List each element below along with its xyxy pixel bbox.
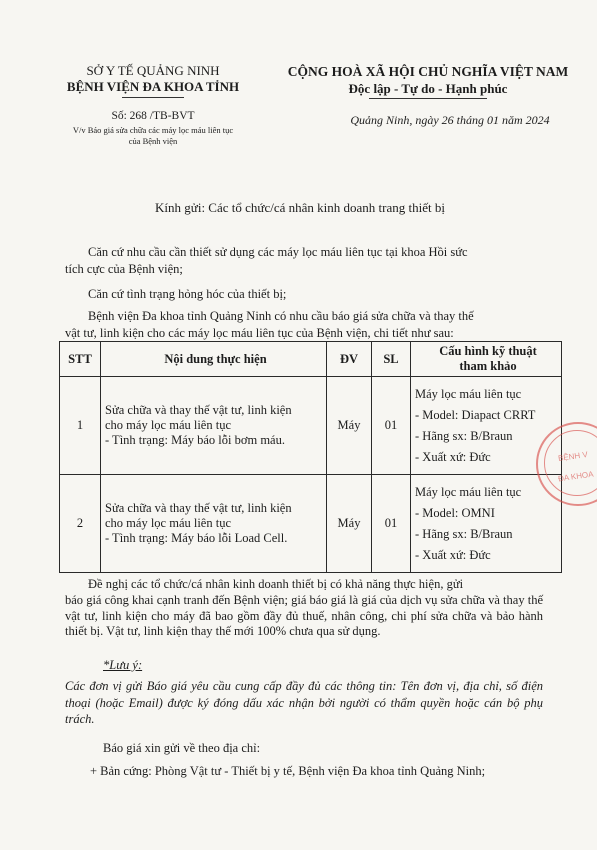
spec-origin: - Xuất xứ: Đức: [415, 449, 491, 464]
paragraph-1-line-2: tích cực của Bệnh viện;: [65, 262, 183, 276]
spec-manufacturer: - Hãng sx: B/Braun: [415, 526, 513, 541]
paragraph-2: Căn cứ tình trạng hỏng hóc của thiết bị;: [88, 287, 287, 301]
spec-model: - Model: OMNI: [415, 505, 495, 520]
table-header-row: [60, 342, 562, 377]
header-content: Nội dung thực hiện: [101, 342, 327, 377]
recipient-line: Kính gửi: Các tổ chức/cá nhân kinh doanh trang thiết bị: [155, 200, 445, 215]
content-line: cho máy lọc máu liên tục: [105, 418, 232, 432]
content-status: - Tình trạng: Máy báo lỗi Load Cell.: [105, 531, 288, 545]
row-stt: 1: [60, 377, 101, 475]
header-spec: [411, 342, 562, 377]
paragraph-4-rest: báo giá công khai cạnh tranh đến Bệnh viện; giá báo giá là giá của dịch vụ sửa chữa và thay thế vật tư, linh kiện cho máy đã bao gồm đầy đủ thuế, nhân công, chi phí sửa chữa và bảo hành thiết bị. Vật tư, linh kiện thay thế mới 100% chưa qua sử dụng.: [65, 593, 543, 638]
motto-underline: [369, 98, 487, 99]
spec-line: Máy lọc máu liên tục: [415, 484, 522, 499]
paragraph-6: + Bản cứng: Phòng Vật tư - Thiết bị y tế, Bệnh viện Đa khoa tỉnh Quảng Ninh;: [90, 764, 486, 778]
row-qty: 01: [372, 377, 411, 475]
note-title: *Lưu ý:: [103, 658, 143, 672]
stamp-text: ĐA KHOA: [557, 469, 595, 484]
row-qty: 01: [372, 475, 411, 573]
header-unit: ĐV: [327, 342, 372, 377]
content-line: Sửa chữa và thay thế vật tư, linh kiện: [105, 403, 292, 417]
document-number: Số: 268 /TB-BVT: [111, 110, 195, 122]
paragraph-1-line-1: Căn cứ nhu cầu cần thiết sử dụng các máy lọc máu liên tục tại khoa Hồi sức: [88, 245, 468, 259]
row-content: [101, 377, 327, 475]
spec-model: - Model: Diapact CRRT: [415, 407, 536, 422]
row-content: [101, 475, 327, 573]
paragraph-4-line-1: Đề nghị các tổ chức/cá nhân kinh doanh thiết bị có khả năng thực hiện, gửi: [88, 577, 464, 591]
issuer-block: [58, 63, 248, 98]
stamp-inner-ring: [544, 430, 597, 496]
national-header: [278, 64, 578, 99]
row-unit: Máy: [327, 377, 372, 475]
spec-manufacturer: - Hãng sx: B/Braun: [415, 428, 513, 443]
paragraph-5: Báo giá xin gửi về theo địa chỉ:: [103, 741, 261, 755]
content-line: cho máy lọc máu liên tục: [105, 516, 232, 530]
issuer-underline: [122, 97, 184, 98]
repair-request-table: [59, 341, 562, 573]
header-spec-line-2: tham khảo: [459, 359, 517, 373]
row-unit: Máy: [327, 475, 372, 573]
subject-block: [58, 125, 248, 147]
country-name: CỘNG HOÀ XÃ HỘI CHỦ NGHĨA VIỆT NAM: [287, 64, 569, 79]
header-qty: SL: [372, 342, 411, 377]
table-row: [60, 475, 562, 573]
spec-origin: - Xuất xứ: Đức: [415, 547, 491, 562]
paragraph-3-line-1: Bệnh viện Đa khoa tỉnh Quảng Ninh có nhu cầu báo giá sửa chữa và thay thế: [88, 309, 474, 323]
document-date: Quảng Ninh, ngày 26 tháng 01 năm 2024: [350, 113, 550, 127]
row-spec: [411, 475, 562, 573]
national-motto: Độc lập - Tự do - Hạnh phúc: [348, 81, 508, 96]
content-status: - Tình trạng: Máy báo lỗi bơm máu.: [105, 433, 285, 447]
paragraph-3-line-2: vật tư, linh kiện cho các máy lọc máu liên tục của Bệnh viện, chi tiết như sau:: [65, 326, 454, 340]
subject-line-1: V/v Báo giá sửa chữa các máy lọc máu liên tục: [72, 125, 234, 135]
row-stt: 2: [60, 475, 101, 573]
content-line: Sửa chữa và thay thế vật tư, linh kiện: [105, 501, 292, 515]
subject-line-2: của Bệnh viện: [128, 136, 178, 146]
header-spec-line-1: Cấu hình kỹ thuật: [439, 344, 537, 358]
spec-line: Máy lọc máu liên tục: [415, 386, 522, 401]
note-body: Các đơn vị gửi Báo giá yêu cầu cung cấp đầy đủ các thông tin: Tên đơn vị, địa chỉ, số điện thoại (hoặc Email) được ký đóng dấu xác nhận bởi người có thẩm quyền hoặc cán bộ phụ trách.: [65, 679, 543, 726]
stamp-text: BỆNH V: [557, 449, 589, 464]
header-stt: STT: [60, 342, 101, 377]
table-row: [60, 377, 562, 475]
hospital-name: BỆNH VIỆN ĐA KHOA TỈNH: [66, 79, 240, 94]
department-name: SỞ Y TẾ QUẢNG NINH: [86, 63, 220, 78]
